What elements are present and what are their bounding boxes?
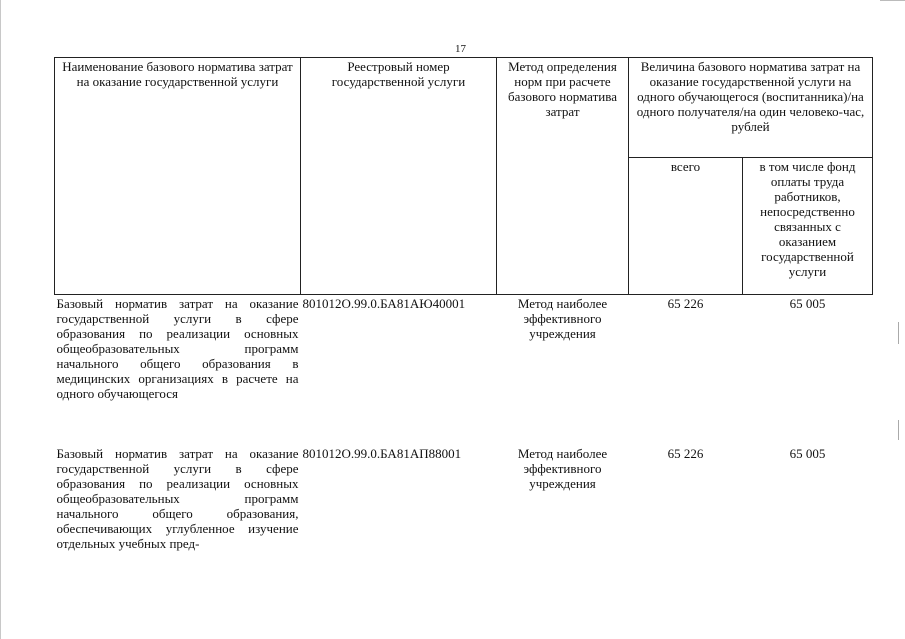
table-row <box>55 295 873 446</box>
scan-edge-mark <box>880 0 905 1</box>
row-total: 65 226 <box>667 296 704 311</box>
header-registry-number: Реестровый номер государственной услуги <box>301 58 497 295</box>
row-method: Метод наиболее эффективного учреждения <box>517 446 608 491</box>
row-name: Базовый норматив затрат на оказание государственной услуги в сфере образования по реализации основных общеобразовательных программ начального общего образования, обеспечивающих углубленное изучение отдельных учебных пред- <box>56 446 299 551</box>
header-name: Наименование базового норматива затрат на оказание государственной услуги <box>55 58 301 295</box>
norms-table <box>54 57 873 567</box>
header-value-group: Величина базового норматива затрат на оказание государственной услуги на одного обучающегося (воспитанника)/на одного получателя/на один человеко-час, рублей <box>629 58 873 158</box>
header-wage-fund: в том числе фонд оплаты труда работников, непосредственно связанных с оказанием государственной услуги <box>743 158 873 295</box>
scan-edge-mark <box>898 420 899 440</box>
row-wage-fund: 65 005 <box>789 446 826 461</box>
header-method: Метод определения норм при расчете базового норматива затрат <box>497 58 629 295</box>
header-total: всего <box>629 158 743 295</box>
scan-edge-mark <box>0 0 1 639</box>
row-registry-number: 801012О.99.0.БА81АП88001 <box>302 446 462 461</box>
page-number: 17 <box>455 43 466 55</box>
row-wage-fund: 65 005 <box>789 296 826 311</box>
row-total: 65 226 <box>667 446 704 461</box>
row-registry-number: 801012О.99.0.БА81АЮ40001 <box>302 296 466 311</box>
scan-edge-mark <box>898 322 899 344</box>
row-method: Метод наиболее эффективного учреждения <box>517 296 608 341</box>
table-row <box>55 445 873 567</box>
row-name: Базовый норматив затрат на оказание государственной услуги в сфере образования по реализации основных общеобразовательных программ начального общего образования в медицинских организациях в расчете на одного обучающегося <box>56 296 299 401</box>
